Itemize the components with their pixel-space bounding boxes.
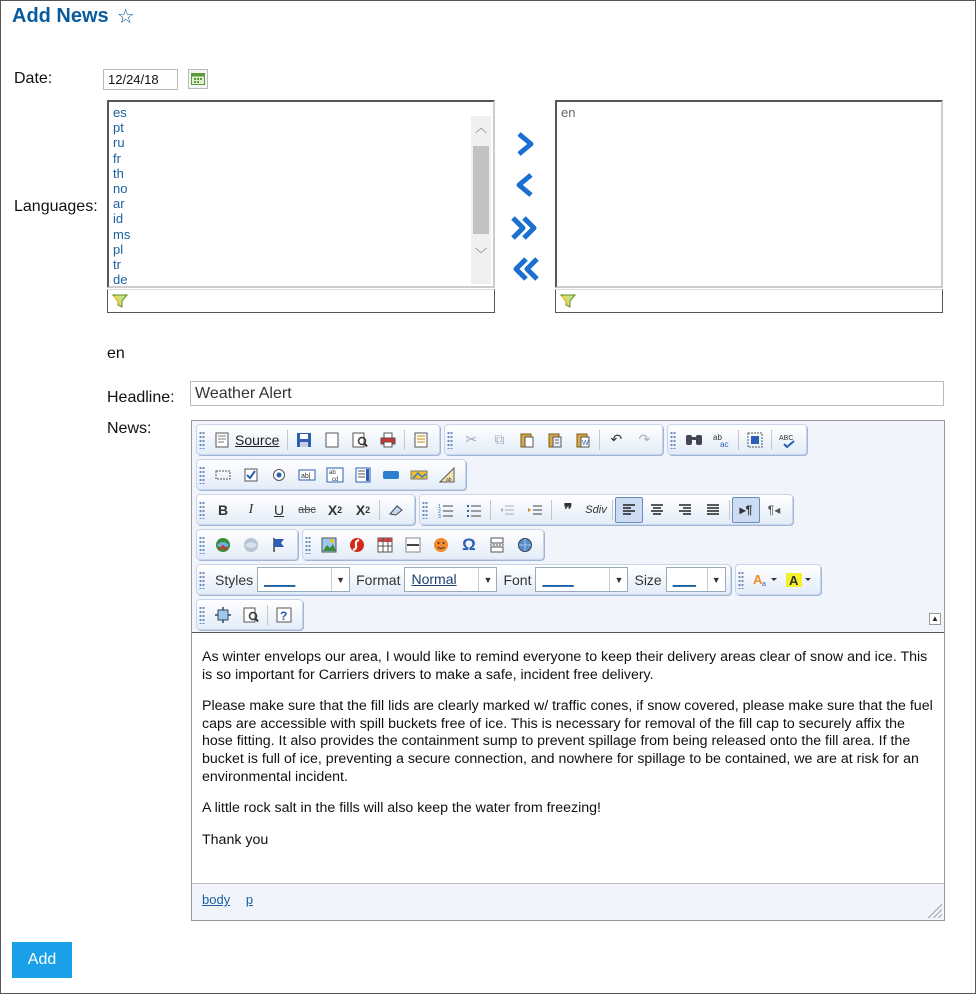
align-right-icon[interactable] [671,497,699,523]
headline-input[interactable] [190,381,944,406]
list-scrollbar[interactable] [471,116,491,284]
toolbar-group-insert [302,529,544,560]
outdent-icon[interactable] [493,497,521,523]
size-dropdown[interactable] [666,567,726,592]
link-icon[interactable] [209,532,237,558]
list-item[interactable]: es [113,105,127,120]
toolbar-row-6 [196,598,303,631]
svg-text:1: 1 [438,503,441,510]
svg-text:?: ? [280,608,288,623]
size-value: ___ [672,571,697,587]
source-label: Source [235,431,280,448]
toolbar-separator [490,500,491,520]
paste-word-icon[interactable] [569,427,597,453]
favorite-star-icon[interactable]: ☆ [116,6,135,28]
image-icon[interactable] [315,532,343,558]
chevron-down-icon: ▼ [331,568,349,591]
rich-text-editor[interactable] [191,420,945,921]
toolbar-grip[interactable] [199,501,205,519]
styles-label: Styles [215,571,254,588]
toolbar-row-4 [196,528,544,561]
available-filter-bar[interactable] [107,289,495,313]
list-item[interactable]: fr [113,150,121,166]
paste-icon[interactable] [513,427,541,453]
cut-icon[interactable]: ✂ [465,431,478,447]
svg-text:A: A [752,571,763,587]
page-title-text: Add News [12,5,109,27]
toolbar-grip[interactable] [199,536,205,554]
collapse-toolbar-icon[interactable]: ▲ [929,613,941,625]
content-paragraph[interactable]: Thank you [202,831,269,848]
svg-text:2: 2 [438,508,441,515]
list-item[interactable]: tr [113,257,121,273]
toolbar-separator [287,430,288,450]
flash-icon[interactable] [343,532,371,558]
styles-dropdown[interactable] [257,567,350,592]
toolbar-grip[interactable] [738,571,744,589]
select-field-icon[interactable] [349,462,377,488]
move-all-left-button[interactable] [510,254,540,284]
path-item-body[interactable]: body [202,892,231,907]
toolbar-separator [379,500,380,520]
toolbar-row-1 [196,423,807,456]
toolbar-grip[interactable] [447,431,453,449]
bold-icon[interactable]: B [217,501,229,518]
show-blocks-icon[interactable] [237,602,265,628]
toolbar-separator [738,430,739,450]
list-item[interactable]: ms [113,226,131,242]
checkbox-icon[interactable] [237,462,265,488]
format-value: Normal [411,571,457,587]
svg-text:W: W [582,439,589,447]
remove-format-icon[interactable] [382,497,410,523]
toolbar-group-editing [667,424,807,455]
toolbar-group-paragraph [419,494,793,525]
hidden-field-icon[interactable] [433,462,461,488]
button-field-icon[interactable] [377,462,405,488]
size-label: Size [634,571,662,588]
toolbar-separator [771,430,772,450]
toolbar-grip[interactable] [422,501,428,519]
italic-icon[interactable]: I [248,501,254,517]
create-div-icon[interactable]: Sdiv [585,503,607,516]
align-center-icon[interactable] [643,497,671,523]
save-icon[interactable] [290,427,318,453]
calendar-icon[interactable] [188,69,208,89]
page-break-icon[interactable] [483,532,511,558]
templates-icon[interactable] [407,427,435,453]
available-languages-list[interactable] [107,100,495,288]
help-icon[interactable] [270,602,298,628]
selected-languages-list[interactable] [555,100,943,288]
toolbar-grip[interactable] [199,466,205,484]
chevron-down-icon: ▼ [478,568,496,591]
svg-text:cd: cd [332,476,339,483]
move-right-button[interactable] [510,129,540,159]
strikethrough-icon[interactable]: abc [298,503,316,516]
spellcheck-icon[interactable] [774,427,802,453]
content-paragraph[interactable]: As winter envelops our area, I would like to remind everyone to keep their delivery areas clear of snow and ice. This is so important for Carriers drivers to make a safe, incident free delivery. [202,649,928,683]
new-page-icon[interactable] [318,427,346,453]
radio-icon[interactable] [265,462,293,488]
page-title [12,4,135,29]
chevron-up-icon[interactable]: ︿ [474,121,487,135]
toolbar-group-links [196,529,298,560]
text-direction-rtl-icon[interactable]: ¶◂ [767,502,781,517]
toolbar-grip[interactable] [199,606,205,624]
justify-icon[interactable] [699,497,727,523]
svg-text:ab: ab [446,476,452,483]
copy-icon[interactable]: ⧉ [494,431,505,447]
unlink-icon[interactable] [237,532,265,558]
date-label: Date: [14,70,53,87]
list-item[interactable]: de [113,272,128,288]
selected-filter-bar[interactable] [555,289,943,313]
toolbar-grip[interactable] [305,536,311,554]
chevron-down-icon: ▼ [707,568,725,591]
anchor-icon[interactable] [265,532,293,558]
element-path-bar [192,885,944,920]
add-button[interactable]: Add [12,942,72,978]
format-label: Format [356,571,401,588]
toolbar-group-styles [196,564,731,595]
replace-icon[interactable] [708,427,736,453]
maximize-icon[interactable] [209,602,237,628]
toolbar-row-2 [196,458,466,491]
toolbar-group-document [196,424,440,455]
styles-value: ____ [264,571,296,587]
toolbar-group-clipboard [444,424,663,455]
list-item[interactable]: en [561,105,576,120]
toolbar-group-colors [735,564,821,595]
align-left-icon[interactable] [615,497,643,523]
chevron-down-icon[interactable]: ﹀ [474,247,487,261]
svg-text:ab|: ab| [301,472,311,480]
svg-text:ABC: ABC [779,434,794,442]
toolbar-grip[interactable] [670,431,676,449]
textarea-icon[interactable] [321,462,349,488]
find-icon[interactable] [680,427,708,453]
svg-text:ab: ab [713,432,723,442]
content-paragraph[interactable]: A little rock salt in the fills will also keep the water from freezing! [202,800,601,817]
filter-icon[interactable] [560,293,576,314]
image-button-icon[interactable] [405,462,433,488]
special-char-icon[interactable]: Ω [462,534,476,554]
toolbar-row-5 [196,563,821,596]
textfield-icon[interactable] [293,462,321,488]
bulleted-list-icon[interactable] [460,497,488,523]
superscript-icon[interactable]: X 2 [355,501,371,518]
toolbar-row-3 [196,493,793,526]
paste-text-icon[interactable] [541,427,569,453]
toolbar-grip[interactable] [199,571,205,589]
redo-icon[interactable]: ↷ [638,431,651,447]
toolbar-separator [612,500,613,520]
chevron-down-icon: ▼ [609,568,627,591]
list-item[interactable]: ar [113,196,125,212]
underline-icon[interactable]: U [273,501,285,518]
svg-text:a: a [761,580,766,588]
toolbar-grip[interactable] [199,431,205,449]
format-dropdown[interactable] [404,567,497,592]
font-label: Font [503,571,532,588]
move-left-button[interactable] [510,170,540,200]
list-item[interactable]: pl [113,241,124,257]
toolbar-separator [729,500,730,520]
print-icon[interactable] [374,427,402,453]
toolbar-separator [599,430,600,450]
date-input[interactable] [103,69,178,90]
editor-content[interactable] [192,632,944,884]
scrollbar-thumb[interactable] [473,146,489,234]
toolbar-separator [267,605,268,625]
path-item-p[interactable]: p [245,892,254,907]
filter-icon[interactable] [112,293,128,314]
resize-handle[interactable] [928,904,942,918]
svg-text:ab: ab [329,469,336,476]
toolbar-separator [404,430,405,450]
news-label: News: [107,420,152,437]
list-item[interactable]: th [113,165,124,181]
current-language-label: en [107,345,125,362]
languages-label: Languages: [14,198,98,215]
list-item[interactable]: no [113,181,128,197]
list-item[interactable]: pt [113,120,124,136]
toolbar-group-forms [196,459,466,490]
list-item[interactable]: id [113,211,124,227]
font-value: ____ [542,571,574,587]
table-icon[interactable] [371,532,399,558]
select-all-icon[interactable] [741,427,769,453]
numbered-list-icon[interactable] [432,497,460,523]
undo-icon[interactable]: ↶ [610,431,623,447]
background-color-icon[interactable] [782,567,816,593]
svg-text:A: A [788,572,799,588]
move-all-right-button[interactable] [510,213,540,243]
toolbar-group-basic-styles [196,494,415,525]
horizontal-rule-icon[interactable] [399,532,427,558]
source-button[interactable] [209,427,285,453]
smiley-icon[interactable] [427,532,455,558]
headline-label: Headline: [107,389,175,406]
list-item[interactable]: ru [113,135,125,151]
toolbar-separator [551,500,552,520]
form-icon[interactable] [209,462,237,488]
iframe-icon[interactable] [511,532,539,558]
indent-icon[interactable] [521,497,549,523]
preview-icon[interactable] [346,427,374,453]
blockquote-icon[interactable]: ❞ [563,501,573,519]
text-color-icon[interactable] [748,567,782,593]
text-direction-ltr-icon[interactable]: ▸¶ [732,497,760,523]
subscript-icon[interactable]: X 2 [327,501,343,518]
font-dropdown[interactable] [535,567,628,592]
svg-text:ac: ac [720,439,729,448]
svg-text:3: 3 [438,513,441,518]
toolbar-group-tools [196,599,303,630]
content-paragraph[interactable]: Please make sure that the fill lids are clearly marked w/ traffic cones, if snow covered, please make sure that the fuel caps are accessible with spill buckets free of ice. This is necessary for removal of the fill cap to securely affix the hose fitting. It also provides the containment sump to prevent spillage from being released onto the fill area. If the bucket is full of ice, preventing a secure connection, and nowhere for spillage to be contained, we are at risk for an environmental incident. [202,698,933,785]
